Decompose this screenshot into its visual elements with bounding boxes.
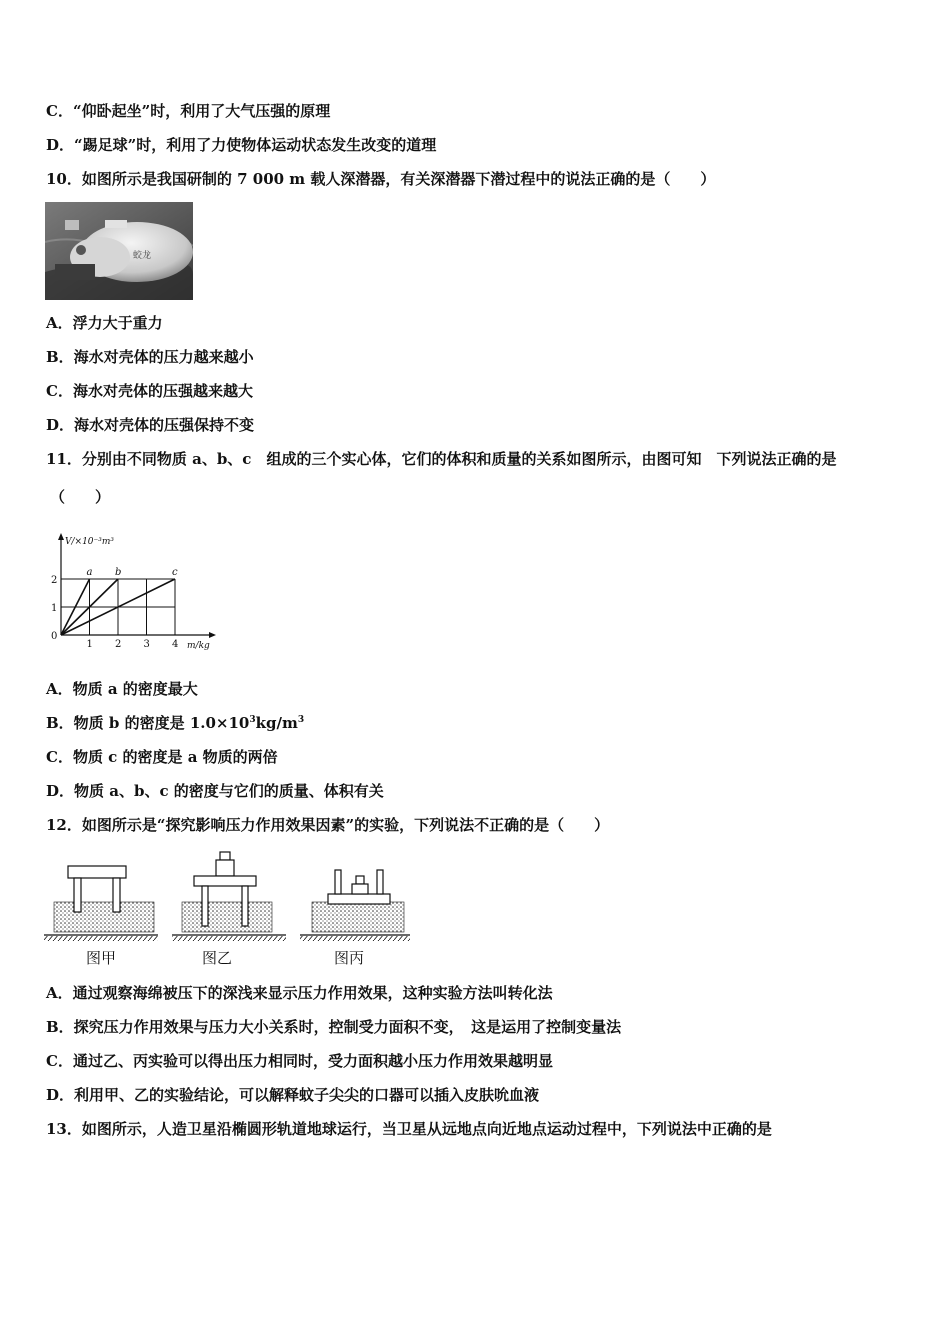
q9-option-c: C．“仰卧起坐”时，利用了大气压强的原理: [46, 102, 331, 120]
q10-option-c: C．海水对壳体的压强越来越大: [46, 382, 253, 400]
setup-yi: [172, 852, 286, 941]
y-tick-label: 2: [51, 575, 58, 586]
q11-option-d: D．物质 a、b、c 的密度与它们的质量、体积有关: [46, 782, 384, 800]
x-axis-label: m/kg: [187, 641, 210, 651]
q11-option-b-exponent: 3: [249, 715, 256, 725]
q9-option-d: D．“踢足球”时，利用了力使物体运动状态发生改变的道理: [46, 136, 437, 154]
q11-option-b-unit: kg/m: [255, 714, 298, 732]
q13-stem: 13．如图所示，人造卫星沿椭圆形轨道地球运行，当卫星从远地点向近地点运动过程中，下列说法中正确的是: [46, 1120, 772, 1138]
q11-option-b-text: B．物质 b 的密度是 1.0×10: [46, 714, 250, 732]
volume-mass-chart: [42, 530, 227, 655]
q12-stem: 12．如图所示是“探究影响压力作用效果因素”的实验，下列说法不正确的是（ ）: [46, 816, 610, 834]
series-label-a: a: [86, 567, 93, 578]
y-axis-label: V/×10⁻³m³: [65, 537, 115, 547]
pressure-experiment-figure: [44, 850, 414, 970]
q11-option-c: C．物质 c 的密度是 a 物质的两倍: [46, 748, 278, 766]
q10-option-d: D．海水对壳体的压强保持不变: [46, 416, 255, 434]
q10-option-b: B．海水对壳体的压力越来越小: [46, 348, 254, 366]
y-tick-label: 0: [51, 631, 58, 642]
q11-stem: 11．分别由不同物质 a、b、c 组成的三个实心体，它们的体积和质量的关系如图所示，由图可知 下列说法正确的是: [46, 450, 837, 468]
x-tick-label: 2: [115, 639, 122, 650]
x-tick-label: 4: [172, 639, 179, 650]
x-axis-arrow: [209, 632, 216, 638]
q12-option-a: A．通过观察海绵被压下的深浅来显示压力作用效果，这种实验方法叫转化法: [46, 984, 553, 1002]
x-tick-label: 3: [143, 639, 150, 650]
q11-option-b-unit-exponent: 3: [297, 715, 305, 725]
q12-option-d: D．利用甲、乙的实验结论，可以解释蚊子尖尖的口器可以插入皮肤吮血液: [46, 1086, 540, 1104]
setup-bing: [300, 870, 410, 941]
caption-yi: 图乙: [202, 949, 233, 967]
hull-lettering: 蛟龙: [133, 251, 152, 261]
q12-option-c: C．通过乙、丙实验可以得出压力相同时，受力面积越小压力作用效果越明显: [46, 1052, 553, 1070]
q10-stem: 10．如图所示是我国研制的 7 000 m 载人深潜器，有关深潜器下潜过程中的说法正确的是（ ）: [46, 170, 716, 188]
series-label-c: c: [172, 567, 178, 578]
setup-jia: [44, 866, 158, 941]
q12-option-b: B．探究压力作用效果与压力大小关系时，控制受力面积不变， 这是运用了控制变量法: [46, 1018, 622, 1036]
y-axis-arrow: [58, 533, 64, 540]
caption-bing: 图丙: [334, 949, 365, 967]
q11-option-a: A．物质 a 的密度最大: [46, 680, 198, 698]
x-tick-label: 1: [86, 639, 93, 650]
submersible-photo: [45, 202, 193, 300]
caption-jia: 图甲: [86, 949, 117, 967]
q10-option-a: A．浮力大于重力: [46, 314, 163, 332]
y-tick-label: 1: [51, 603, 58, 614]
q11-option-b: [46, 713, 304, 733]
q11-stem-bracket: （ ）: [50, 488, 111, 506]
series-label-b: b: [115, 567, 122, 578]
